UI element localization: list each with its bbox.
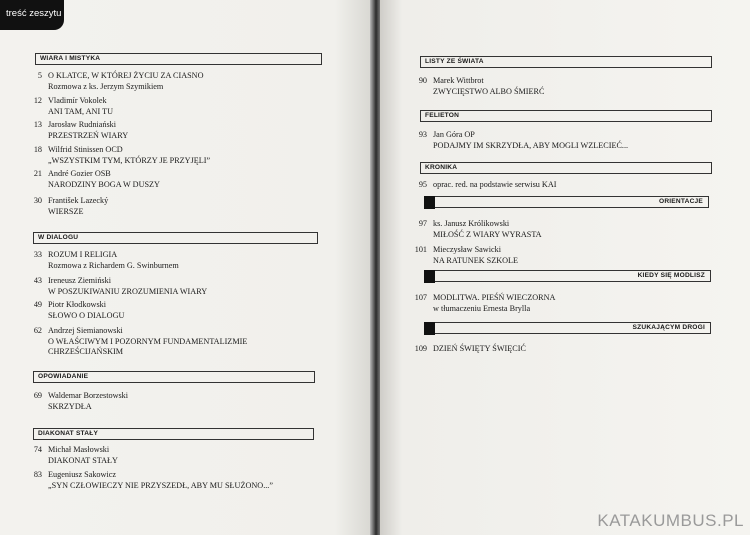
- header-tab: treść zeszytu: [0, 0, 64, 30]
- page-number: 83: [33, 470, 42, 479]
- entry-line: W POSZUKIWANIU ZROZUMIENIA WIARY: [48, 286, 208, 296]
- entry-line: PRZESTRZEŃ WIARY: [48, 130, 129, 140]
- entry-line: WIERSZE: [48, 206, 84, 216]
- entry-line-first: ROZUM I RELIGIA: [48, 250, 118, 259]
- entry-line: PODAJMY IM SKRZYDŁA, ABY MOGLI WZLECIEĆ...: [433, 140, 629, 150]
- entry-line-first: Andrzej Siemianowski: [48, 326, 123, 335]
- page-number: 62: [33, 326, 42, 335]
- section-header: [420, 162, 712, 174]
- section-header: [33, 232, 318, 244]
- page-number: 93: [418, 130, 427, 139]
- section-marker-block: [424, 322, 435, 335]
- entry-line: ANI TAM, ANI TU: [48, 106, 113, 116]
- entry-line-first: O KLATCE, W KTÓREJ ŻYCIU ZA CIASNO: [48, 71, 204, 80]
- section-header: [33, 428, 314, 440]
- entry-line: NA RATUNEK SZKOLE: [433, 255, 519, 265]
- right-page: [380, 0, 750, 535]
- section-header: [420, 56, 712, 68]
- entry-line-first: ks. Janusz Królikowski: [433, 219, 510, 228]
- section-title: W DIALOGU: [38, 234, 79, 241]
- entry-line-first: Piotr Kłodkowski: [48, 300, 107, 309]
- entry-line-first: František Lazecký: [48, 196, 109, 205]
- entry-line-first: oprac. red. na podstawie serwisu KAI: [433, 180, 557, 189]
- section-title: WIARA I MISTYKA: [40, 55, 101, 62]
- section-title: ORIENTACJE: [658, 198, 703, 205]
- entry-line-first: Wilfrid Stinissen OCD: [48, 145, 123, 154]
- entry-line: O WŁAŚCIWYM I POZORNYM FUNDAMENTALIZMIE: [48, 336, 248, 346]
- entry-line-first: MODLITWA. PIEŚŃ WIECZORNA: [433, 293, 556, 302]
- section-title: LISTY ZE ŚWIATA: [425, 58, 484, 65]
- entry-line: CHRZEŚCIJAŃSKIM: [48, 347, 124, 356]
- page-number: 97: [418, 219, 427, 228]
- entry-line-first: Waldemar Borzestowski: [48, 391, 129, 400]
- section-title: KRONIKA: [425, 164, 458, 171]
- section-title: SZUKAJĄCYM DROGI: [632, 324, 705, 331]
- watermark: KATAKUMBUS.PL: [597, 511, 744, 530]
- section-header: [424, 270, 711, 282]
- section-header: [420, 110, 712, 122]
- entry-line-first: Jan Góra OP: [433, 130, 475, 139]
- page-number: 109: [414, 344, 427, 353]
- page-number: 21: [33, 169, 42, 178]
- section-title: FELIETON: [425, 112, 460, 119]
- entry-line: MIŁOŚĆ Z WIARY WYRASTA: [433, 229, 542, 239]
- page-number: 95: [418, 180, 427, 189]
- section-header: [35, 53, 322, 65]
- page-number: 49: [33, 300, 42, 309]
- entry-line: DIAKONAT STAŁY: [48, 455, 118, 465]
- section-title: OPOWIADANIE: [38, 373, 89, 380]
- page-number: 101: [414, 245, 427, 254]
- page-number: 5: [37, 71, 42, 80]
- section-header: [424, 322, 711, 334]
- entry-line: NARODZINY BOGA W DUSZY: [48, 179, 160, 189]
- page-number: 33: [33, 250, 42, 259]
- entry-line-first: DZIEŃ ŚWIĘTY ŚWIĘCIĆ: [433, 344, 526, 353]
- entry-line-first: Jarosław Rudniański: [48, 120, 116, 129]
- section-marker-block: [424, 196, 435, 209]
- page-number: 90: [418, 76, 427, 85]
- entry-line: „SYN CZŁOWIECZY NIE PRZYSZEDŁ, ABY MU SŁUŻONO...”: [48, 480, 273, 490]
- entry-line-first: Michał Masłowski: [48, 445, 110, 454]
- page-number: 18: [33, 145, 42, 154]
- section-title: DIAKONAT STAŁY: [38, 430, 99, 437]
- entry-line: Rozmowa z Richardem G. Swinburnem: [48, 260, 179, 270]
- page-number: 30: [33, 196, 42, 205]
- page-number: 12: [33, 96, 42, 105]
- entry-line-first: Eugeniusz Sakowicz: [48, 470, 116, 479]
- section-header: [33, 371, 315, 383]
- page-number: 69: [33, 391, 42, 400]
- page-number: 13: [33, 120, 42, 129]
- entry-line: ZWYCIĘSTWO ALBO ŚMIERĆ: [433, 86, 545, 96]
- entry-line-first: Mieczysław Sawicki: [433, 245, 501, 254]
- entry-line: SŁOWO O DIALOGU: [48, 310, 125, 320]
- left-page: [0, 0, 372, 535]
- entry-line: SKRZYDŁA: [48, 401, 92, 411]
- entry-line: „WSZYSTKIM TYM, KTÓRZY JE PRZYJĘLI”: [48, 155, 211, 165]
- entry-line-first: Ireneusz Ziemiński: [48, 276, 111, 285]
- entry-line: w tłumaczeniu Ernesta Brylla: [433, 303, 531, 313]
- entry-line-first: André Gozier OSB: [48, 169, 111, 178]
- entry-line-first: Marek Wittbrot: [433, 76, 484, 85]
- section-header: [424, 196, 709, 208]
- section-marker-block: [424, 270, 435, 283]
- entry-line: Rozmowa z ks. Jerzym Szymikiem: [48, 81, 164, 91]
- page-number: 74: [33, 445, 42, 454]
- entry-line-first: Vladimír Vokolek: [48, 96, 107, 105]
- page-number: 107: [414, 293, 427, 302]
- page-number: 43: [33, 276, 42, 285]
- section-title: KIEDY SIĘ MODLISZ: [637, 272, 705, 279]
